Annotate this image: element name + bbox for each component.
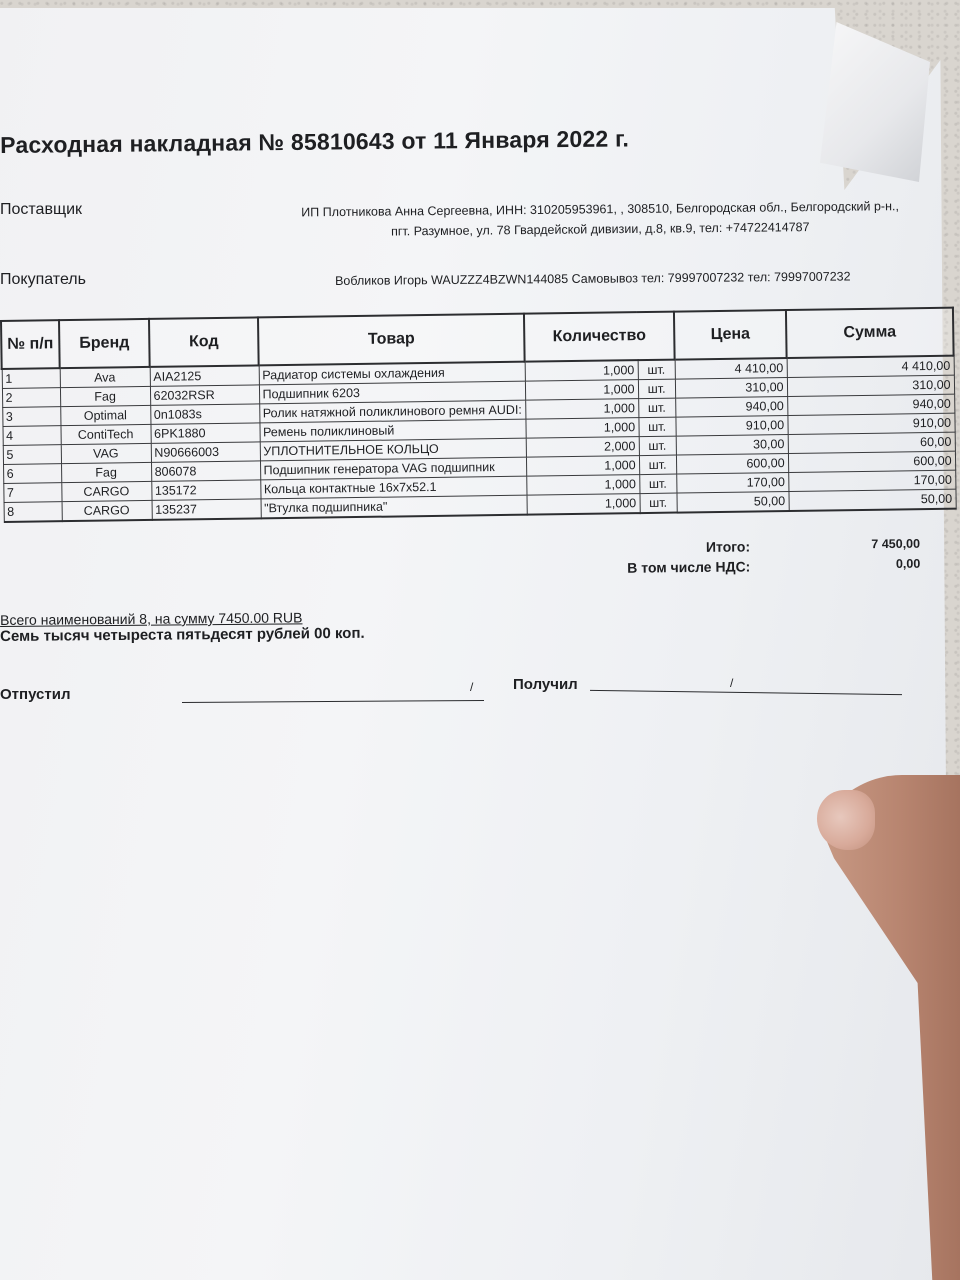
cell-sum: 910,00 <box>787 413 954 434</box>
cell-unit: шт. <box>639 455 676 475</box>
cell-unit: шт. <box>639 436 676 456</box>
cell-item: Подшипник генератора VAG подшипник <box>260 457 526 480</box>
cell-code: 135237 <box>152 499 261 520</box>
cell-unit: шт. <box>638 379 675 399</box>
cell-brand: VAG <box>61 443 151 463</box>
cell-num: 4 <box>2 426 60 446</box>
cell-price: 940,00 <box>675 397 787 418</box>
cell-sum: 940,00 <box>787 394 954 415</box>
vat-row <box>600 557 920 580</box>
cell-num: 8 <box>4 502 62 522</box>
total-label: Итого: <box>705 538 751 555</box>
cell-price: 4 410,00 <box>675 358 787 379</box>
supplier-line-2: пгт. Разумное, ул. 78 Гвардейской дивизии, д.8, кв.9, тел: +74722414787 <box>390 220 810 239</box>
received-by-signature-line <box>590 690 902 695</box>
cell-code: 62032RSR <box>150 385 259 406</box>
cell-sum: 310,00 <box>787 375 954 396</box>
cell-qty: 2,000 <box>526 437 639 458</box>
cell-num: 2 <box>2 388 60 408</box>
header-price: Цена <box>674 310 787 360</box>
total-value: 7 450,00 <box>871 536 921 552</box>
cell-price: 170,00 <box>676 473 788 494</box>
cell-brand: CARGO <box>61 481 151 501</box>
buyer-details: Вобликов Игорь WAUZZZ4BZWN144085 Самовывоз тел: 79997007232 тел: 79997007232 <box>335 269 851 288</box>
items-table-wrapper <box>0 307 957 523</box>
cell-brand: Ava <box>60 367 150 388</box>
released-by-label: Отпустил <box>0 686 71 703</box>
header-num: № п/п <box>1 320 60 369</box>
cell-code: 0n1083s <box>150 404 259 425</box>
supplier-label: Поставщик <box>0 201 83 218</box>
cell-unit: шт. <box>638 417 675 437</box>
invoice-title: Расходная накладная № 85810643 от 11 Января 2022 г. <box>0 125 630 158</box>
cell-item: Радиатор системы охлаждения <box>259 362 525 385</box>
cell-sum: 4 410,00 <box>787 356 954 378</box>
cell-num: 1 <box>2 368 60 388</box>
cell-num: 5 <box>3 445 61 465</box>
released-by-signature-line <box>182 700 484 703</box>
cell-item: Подшипник 6203 <box>259 381 525 404</box>
cell-qty: 1,000 <box>525 380 638 401</box>
cell-num: 6 <box>3 464 61 484</box>
header-item: Товар <box>258 314 525 366</box>
received-by-label: Получил <box>513 676 578 693</box>
cell-qty: 1,000 <box>525 360 638 381</box>
header-sum: Сумма <box>786 308 954 358</box>
summary-count-line: Всего наименований 8, на сумму 7450.00 RUB <box>0 609 303 628</box>
cell-brand: Fag <box>60 386 150 406</box>
cell-item: УПЛОТНИТЕЛЬНОЕ КОЛЬЦО <box>260 438 526 461</box>
table-body <box>2 356 956 522</box>
cell-unit: шт. <box>638 360 675 380</box>
released-by-slash: / <box>470 680 474 694</box>
cell-qty: 1,000 <box>526 456 639 477</box>
cell-price: 600,00 <box>676 454 788 475</box>
cell-brand: Optimal <box>60 405 150 425</box>
cell-num: 3 <box>2 407 60 427</box>
totals-block <box>600 537 920 580</box>
cell-qty: 1,000 <box>527 494 640 515</box>
supplier-details <box>245 196 955 243</box>
vat-label: В том числе НДС: <box>627 558 751 576</box>
cell-item: "Втулка подшипника" <box>261 495 527 518</box>
cell-item: Кольца контактные 16x7x52.1 <box>260 476 526 499</box>
summary-amount-words: Семь тысяч четыреста пятьдесят рублей 00 коп. <box>0 624 365 645</box>
received-by-slash: / <box>730 676 734 690</box>
cell-brand: CARGO <box>62 500 152 521</box>
cell-unit: шт. <box>638 398 675 418</box>
cell-sum: 50,00 <box>789 489 956 511</box>
cell-price: 30,00 <box>676 435 788 456</box>
cell-qty: 1,000 <box>526 475 639 496</box>
cell-code: 135172 <box>151 480 260 501</box>
cell-sum: 60,00 <box>788 432 955 453</box>
cell-unit: шт. <box>640 493 677 513</box>
cell-code: N90666003 <box>151 442 260 463</box>
cell-qty: 1,000 <box>525 399 638 420</box>
header-code: Код <box>149 317 259 367</box>
header-qty: Количество <box>524 312 675 362</box>
cell-brand: ContiTech <box>60 424 150 444</box>
cell-code: AIA2125 <box>150 365 259 386</box>
thumb-nail <box>817 790 875 850</box>
items-table <box>0 307 957 523</box>
cell-unit: шт. <box>639 474 676 494</box>
cell-qty: 1,000 <box>525 418 638 439</box>
cell-brand: Fag <box>61 462 151 482</box>
cell-price: 50,00 <box>677 492 789 513</box>
cell-item: Ролик натяжной поликлинового ремня AUDI: <box>259 400 525 423</box>
supplier-line-1: ИП Плотникова Анна Сергеевна, ИНН: 310205953961, , 308510, Белгородская обл., Белгородский р-н., <box>301 199 899 220</box>
cell-code: 806078 <box>151 461 260 482</box>
cell-code: 6PK1880 <box>150 423 259 444</box>
cell-num: 7 <box>3 483 61 503</box>
cell-item: Ремень поликлиновый <box>259 419 525 442</box>
vat-value: 0,00 <box>895 556 921 571</box>
buyer-label: Покупатель <box>0 271 86 288</box>
cell-sum: 170,00 <box>788 470 955 491</box>
cell-price: 910,00 <box>675 416 787 437</box>
cell-price: 310,00 <box>675 378 787 399</box>
header-brand: Бренд <box>59 319 150 368</box>
cell-sum: 600,00 <box>788 451 955 472</box>
